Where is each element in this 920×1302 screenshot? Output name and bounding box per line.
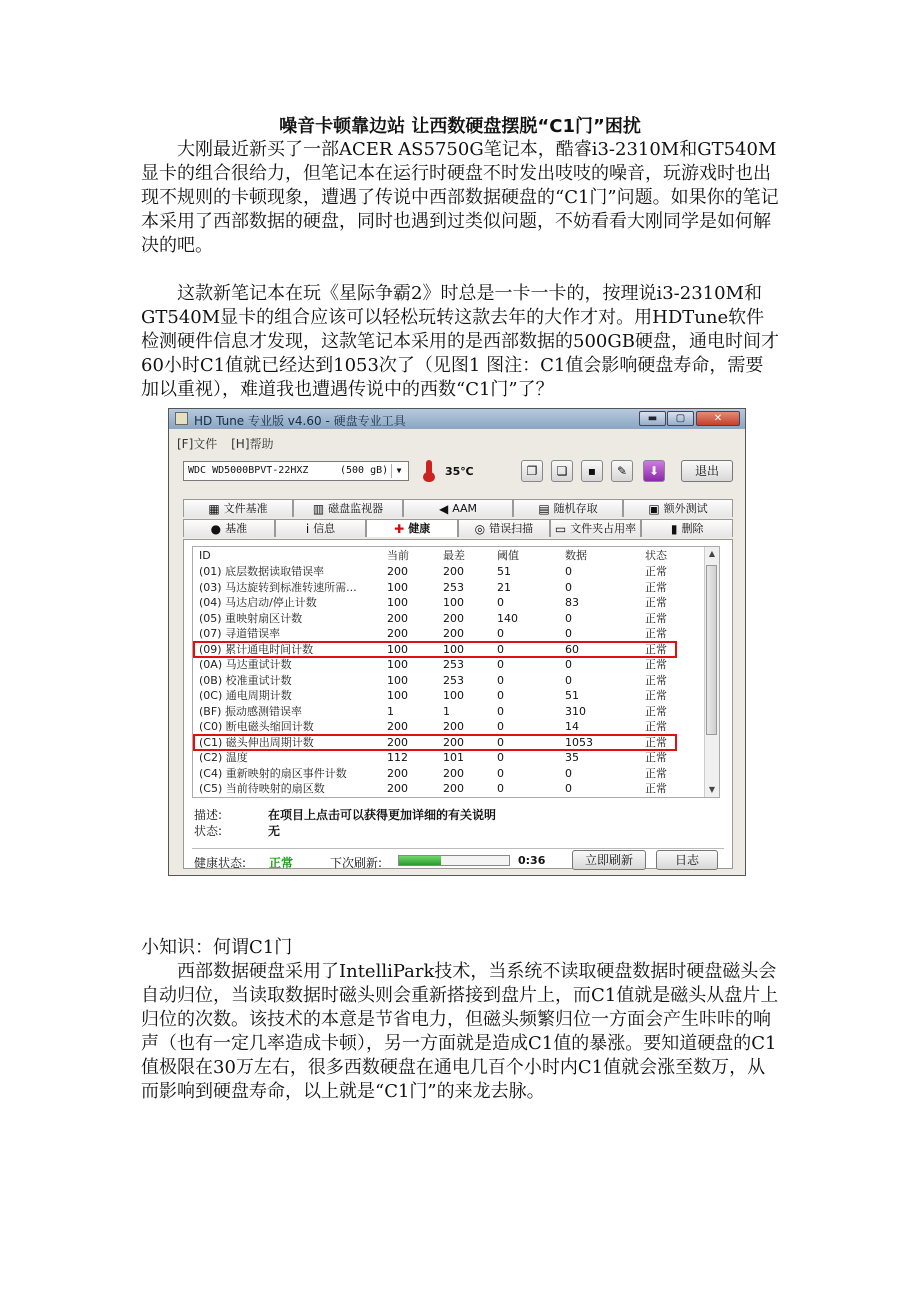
cell-threshold: 0 xyxy=(497,596,504,609)
refresh-progress-bar xyxy=(398,855,510,866)
info-icon: i xyxy=(305,521,310,536)
cell-id: (C4) 重新映射的扇区事件计数 xyxy=(199,766,347,780)
refresh-now-button[interactable]: 立即刷新 xyxy=(572,850,646,870)
cell-current: 100 xyxy=(387,596,408,609)
cell-status: 正常 xyxy=(645,596,667,609)
state-value: 无 xyxy=(268,824,281,838)
cell-worst: 200 xyxy=(443,720,464,733)
exit-button[interactable]: 退出 xyxy=(681,460,733,482)
tab-info[interactable] xyxy=(275,519,367,537)
tab-folder[interactable] xyxy=(550,519,642,537)
cell-data: 310 xyxy=(565,704,586,718)
refresh-timer: 0:36 xyxy=(518,854,546,867)
state-label: 状态: xyxy=(194,824,223,838)
knowledge-paragraph: 西部数据硬盘采用了IntelliPark技术，当系统不读取硬盘数据时硬盘磁头会自动归位，当读取数据时磁头则会重新搭接到盘片上，而C1值就是磁头从盘片上归位的次数。该技术的本意是节省电力，但磁头频繁归位一方面会产生咔咔的响声（也有一定几率造成卡顿），另一方面就是造成C1值的暴涨。要知道硬盘的C1值极限在30万左右，很多西数硬盘在通电几百个小时内C1值就会涨至数万，从而影响到硬盘寿命，以上就是“C1门”的来龙去脉。 xyxy=(141,961,779,1102)
tab-lightbulb[interactable] xyxy=(183,519,275,537)
cell-id: (C5) 当前待映射的扇区数 xyxy=(199,782,325,795)
column-status[interactable]: 状态 xyxy=(645,549,667,562)
cell-current: 112 xyxy=(387,751,408,764)
maximize-button[interactable]: ▢ xyxy=(667,411,694,426)
cell-id: (01) 底层数据读取错误率 xyxy=(199,565,325,578)
save-icon[interactable]: ▪ xyxy=(581,460,603,482)
cell-worst: 200 xyxy=(443,565,464,578)
health-status-label: 健康状态: xyxy=(194,856,247,870)
column-threshold[interactable]: 阈值 xyxy=(497,549,519,562)
drive-size: (500 gB) xyxy=(340,465,389,476)
table-row[interactable] xyxy=(193,688,707,704)
cell-threshold: 0 xyxy=(497,720,504,733)
minimize-button[interactable]: ▬ xyxy=(639,411,666,426)
cell-worst: 101 xyxy=(443,751,464,764)
divider xyxy=(192,848,724,849)
drive-name: WDC WD5000BPVT-22HXZ xyxy=(188,465,309,476)
tab-label: 额外测试 xyxy=(663,501,708,515)
cell-data: 14 xyxy=(565,720,579,733)
cell-status: 正常 xyxy=(645,766,667,780)
health-panel xyxy=(183,539,733,869)
lightbulb-icon: ● xyxy=(210,521,222,536)
article-title: 噪音卡顿靠边站 让西数硬盘摆脱“C1门”困扰 xyxy=(279,116,641,137)
column-data[interactable]: 数据 xyxy=(565,549,587,562)
table-row[interactable] xyxy=(193,719,707,735)
table-row[interactable] xyxy=(193,781,707,797)
description-label: 描述: xyxy=(194,808,223,822)
tab-row-2 xyxy=(183,519,733,537)
cell-id: (03) 马达旋转到标准转速所需... xyxy=(199,580,357,594)
column-current[interactable]: 当前 xyxy=(387,549,409,562)
cell-status: 正常 xyxy=(645,642,667,656)
cell-worst: 200 xyxy=(443,766,464,780)
cell-worst: 200 xyxy=(443,782,464,795)
cell-data: 1053 xyxy=(565,735,593,749)
cell-worst: 100 xyxy=(443,689,464,702)
scrollbar-thumb[interactable] xyxy=(706,565,717,735)
cell-data: 0 xyxy=(565,611,572,625)
cell-current: 200 xyxy=(387,735,408,749)
cell-data: 35 xyxy=(565,751,579,764)
cell-id: (0A) 马达重试计数 xyxy=(199,658,292,671)
tab-label: 磁盘监视器 xyxy=(328,501,384,515)
cell-threshold: 0 xyxy=(497,782,504,795)
tab-trash[interactable] xyxy=(641,519,733,537)
tab-random-access[interactable] xyxy=(513,499,623,517)
window-title: HD Tune 专业版 v4.60 - 硬盘专业工具 xyxy=(194,414,406,428)
cell-current: 100 xyxy=(387,689,408,702)
cell-status: 正常 xyxy=(645,611,667,625)
tab-extra-tests[interactable] xyxy=(623,499,733,517)
menu-bar xyxy=(177,435,284,452)
trash-icon: ▮ xyxy=(670,521,678,536)
magnifier-icon: ◎ xyxy=(474,521,486,536)
cell-current: 200 xyxy=(387,565,408,578)
thermometer-icon xyxy=(422,460,436,482)
cell-status: 正常 xyxy=(645,720,667,733)
cell-id: (0C) 通电周期计数 xyxy=(199,689,292,702)
cell-current: 200 xyxy=(387,782,408,795)
description-value: 在项目上点击可以获得更加详细的有关说明 xyxy=(268,808,497,822)
intro-paragraph: 大刚最近新买了一部ACER AS5750G笔记本，酷睿i3-2310M和GT540M显卡的组合很给力，但笔记本在运行时硬盘不时发出吱吱的噪音，玩游戏时也出现不规则的卡顿现象，遭遇了传说中西部数据硬盘的“C1门”问题。如果你的笔记本采用了西部数据的硬盘，同时也遇到过类似问题，不妨看看大刚同学是如何解决的吧。 xyxy=(141,139,779,256)
cell-worst: 200 xyxy=(443,735,464,749)
tab-label: 信息 xyxy=(313,521,336,535)
cell-status: 正常 xyxy=(645,735,667,749)
problem-paragraph: 这款新笔记本在玩《星际争霸2》时总是一卡一卡的，按理说i3-2310M和GT540M显卡的组合应该可以轻松玩转这款去年的大作才对。用HDTune软件检测硬件信息才发现，这款笔记本采用的是西部数据的500GB硬盘，通电时间才60小时C1值就已经达到1053次了（见图1 图注：C1值会影响硬盘寿命，需要加以重视），难道我也遭遇传说中的西数“C1门”了？ xyxy=(141,283,779,400)
column-worst[interactable]: 最差 xyxy=(443,549,465,562)
cell-data: 51 xyxy=(565,689,579,702)
folder-icon: ▭ xyxy=(554,521,567,536)
tab-speaker[interactable] xyxy=(403,499,513,517)
cell-threshold: 0 xyxy=(497,642,504,656)
table-row[interactable] xyxy=(193,626,707,642)
cell-worst: 200 xyxy=(443,627,464,640)
cell-current: 200 xyxy=(387,766,408,780)
disk-monitor-icon: ▥ xyxy=(312,501,325,516)
cell-id: (04) 马达启动/停止计数 xyxy=(199,596,317,609)
cell-status: 正常 xyxy=(645,673,667,687)
temperature-readout: 35℃ xyxy=(445,465,474,478)
list-header xyxy=(193,548,707,564)
cell-id: (07) 寻道错误率 xyxy=(199,627,281,640)
cell-data: 0 xyxy=(565,766,572,780)
download-arrow-icon[interactable]: ⬇ xyxy=(643,460,665,482)
tab-label: 错误扫描 xyxy=(489,521,534,535)
table-row[interactable] xyxy=(193,657,707,673)
close-button[interactable]: ✕ xyxy=(696,411,740,426)
random-access-icon: ▤ xyxy=(538,501,550,516)
table-row[interactable] xyxy=(193,750,707,766)
app-icon xyxy=(175,412,188,425)
cell-threshold: 0 xyxy=(497,689,504,702)
chevron-down-icon: ▼ xyxy=(391,464,406,478)
cell-worst: 1 xyxy=(443,704,450,718)
menu-file[interactable]: [F]文件 xyxy=(177,437,218,451)
cell-current: 200 xyxy=(387,720,408,733)
cell-data: 0 xyxy=(565,673,572,687)
cell-current: 200 xyxy=(387,627,408,640)
tab-file-benchmark[interactable] xyxy=(183,499,293,517)
table-row[interactable] xyxy=(193,611,707,627)
cell-status: 正常 xyxy=(645,658,667,671)
cell-current: 100 xyxy=(387,642,408,656)
cell-threshold: 0 xyxy=(497,658,504,671)
cell-id: (BF) 振动感测错误率 xyxy=(199,704,302,718)
tab-label: 文件基准 xyxy=(223,501,268,515)
menu-help[interactable]: [H]帮助 xyxy=(231,437,274,451)
drive-dropdown[interactable] xyxy=(183,461,409,481)
cell-status: 正常 xyxy=(645,782,667,795)
cell-threshold: 0 xyxy=(497,751,504,764)
cell-threshold: 0 xyxy=(497,766,504,780)
cell-id: (C2) 温度 xyxy=(199,751,248,764)
cell-data: 0 xyxy=(565,565,572,578)
cell-threshold: 0 xyxy=(497,704,504,718)
hdtune-window xyxy=(168,408,746,876)
cell-data: 0 xyxy=(565,658,572,671)
cell-worst: 100 xyxy=(443,596,464,609)
cell-data: 0 xyxy=(565,580,572,594)
cell-status: 正常 xyxy=(645,704,667,718)
scroll-up-icon[interactable]: ▲ xyxy=(708,549,716,558)
cell-data: 83 xyxy=(565,596,579,609)
cell-threshold: 0 xyxy=(497,627,504,640)
cell-current: 100 xyxy=(387,580,408,594)
highlight-box xyxy=(193,641,677,658)
table-row[interactable] xyxy=(193,673,707,689)
cell-worst: 253 xyxy=(443,658,464,671)
tab-label: 文件夹占用率 xyxy=(570,521,637,535)
cell-current: 1 xyxy=(387,704,394,718)
cell-data: 0 xyxy=(565,782,572,795)
speaker-icon: ◀ xyxy=(438,501,449,516)
extra-tests-icon: ▣ xyxy=(648,501,660,516)
cell-threshold: 140 xyxy=(497,611,518,625)
copy-all-icon[interactable]: ❏ xyxy=(551,460,573,482)
cell-status: 正常 xyxy=(645,580,667,594)
tab-label: 随机存取 xyxy=(553,501,598,515)
tab-label: 基准 xyxy=(225,521,248,535)
tab-health-cross[interactable] xyxy=(366,519,458,537)
tab-label: 健康 xyxy=(408,521,431,535)
cell-current: 100 xyxy=(387,658,408,671)
cell-threshold: 51 xyxy=(497,565,511,578)
next-refresh-label: 下次刷新: xyxy=(330,856,383,870)
health-status-value: 正常 xyxy=(269,856,294,870)
cell-id: (C1) 磁头伸出周期计数 xyxy=(199,735,314,749)
table-row[interactable] xyxy=(193,580,707,596)
cell-worst: 253 xyxy=(443,580,464,594)
tab-magnifier[interactable] xyxy=(458,519,550,537)
log-button[interactable]: 日志 xyxy=(656,850,718,870)
highlight-box xyxy=(193,734,677,751)
cell-data: 0 xyxy=(565,627,572,640)
table-row[interactable] xyxy=(193,704,707,720)
smart-attributes-list[interactable] xyxy=(192,546,720,798)
table-row[interactable] xyxy=(193,595,707,611)
file-benchmark-icon: ▦ xyxy=(208,501,220,516)
copy-icon[interactable]: ❐ xyxy=(521,460,543,482)
cell-id: (05) 重映射扇区计数 xyxy=(199,611,303,625)
cell-threshold: 0 xyxy=(497,673,504,687)
cell-status: 正常 xyxy=(645,689,667,702)
window-titlebar xyxy=(169,409,745,429)
cell-threshold: 21 xyxy=(497,580,511,594)
cell-worst: 100 xyxy=(443,642,464,656)
cell-worst: 200 xyxy=(443,611,464,625)
tab-label: AAM xyxy=(452,501,478,515)
options-icon[interactable]: ✎ xyxy=(611,460,633,482)
tab-disk-monitor[interactable] xyxy=(293,499,403,517)
tab-row-1 xyxy=(183,499,733,517)
knowledge-heading: 小知识：何谓C1门 xyxy=(141,937,293,958)
cell-status: 正常 xyxy=(645,627,667,640)
cell-current: 200 xyxy=(387,611,408,625)
cell-worst: 253 xyxy=(443,673,464,687)
cell-current: 100 xyxy=(387,673,408,687)
cell-id: (0B) 校准重试计数 xyxy=(199,673,292,687)
cell-status: 正常 xyxy=(645,751,667,764)
cell-id: (C0) 断电磁头缩回计数 xyxy=(199,720,314,733)
health-cross-icon: ✚ xyxy=(394,521,405,536)
tab-label: 删除 xyxy=(681,521,704,535)
cell-data: 60 xyxy=(565,642,579,656)
cell-id: (09) 累计通电时间计数 xyxy=(199,642,314,656)
cell-threshold: 0 xyxy=(497,735,504,749)
table-row[interactable] xyxy=(193,564,707,580)
scroll-down-icon[interactable]: ▼ xyxy=(708,785,716,794)
cell-status: 正常 xyxy=(645,565,667,578)
table-row[interactable] xyxy=(193,766,707,782)
column-id[interactable]: ID xyxy=(199,549,211,562)
